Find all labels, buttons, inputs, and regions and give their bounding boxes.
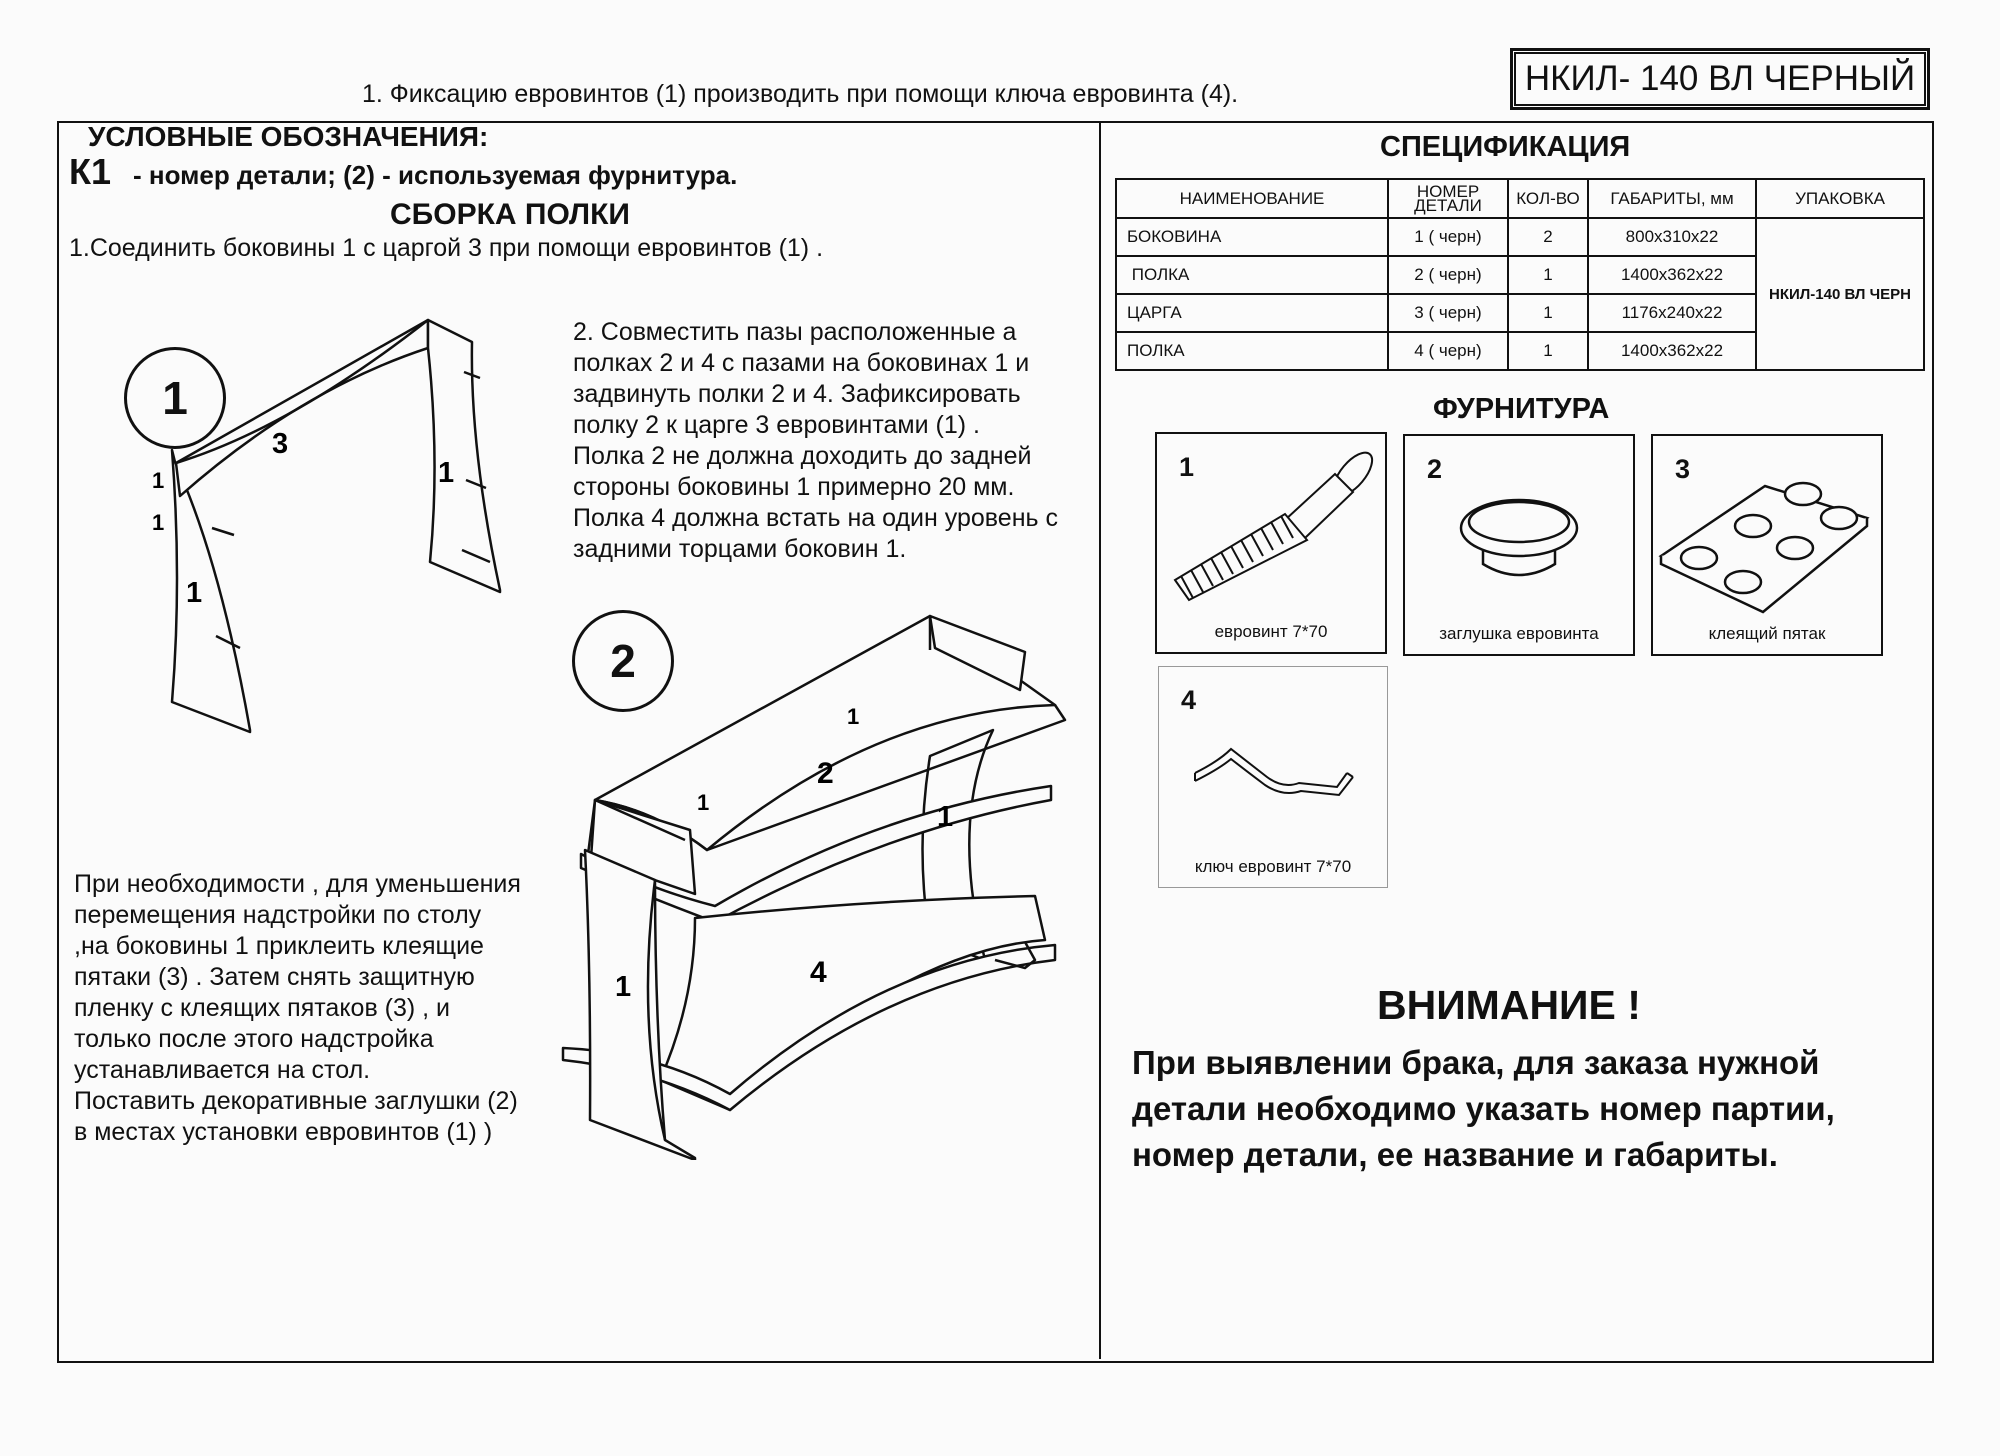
cell-pack: НКИЛ-140 ВЛ ЧЕРН	[1756, 218, 1924, 370]
step-3-line: ,на боковины 1 приклеить клеящие	[74, 932, 484, 960]
step-2-line: полку 2 к царге 3 евровинтами (1) .	[573, 411, 980, 439]
figure-1-pin-label: 1	[152, 510, 165, 535]
column-header-size: ГАБАРИТЫ, мм	[1588, 179, 1756, 218]
step-2-line: Полка 2 не должна доходить до задней	[573, 442, 1032, 470]
cell-qty: 2	[1508, 218, 1588, 256]
legend-k1: К1	[69, 151, 111, 192]
bottom-shelf	[660, 896, 1045, 1110]
figure-1-label-right-side: 1	[438, 457, 455, 489]
warning-line: детали необходимо указать номер партии,	[1132, 1090, 1835, 1127]
warning-text	[1132, 1040, 1835, 1178]
figure-2-pin-label: 1	[697, 790, 710, 815]
cell-name: ПОЛКА	[1116, 332, 1388, 370]
warning-line: номер детали, ее название и габариты.	[1132, 1136, 1778, 1173]
step-2-line: полках 2 и 4 с пазами на боковинах 1 и	[573, 349, 1030, 377]
legend-text: - номер детали; (2) - используемая фурнитура.	[133, 160, 738, 190]
hardware-caption: заглушка евровинта	[1439, 624, 1599, 643]
hardware-number: 2	[1427, 454, 1443, 484]
warning-title: ВНИМАНИЕ !	[1377, 982, 1641, 1028]
step-3-line: Поставить декоративные заглушки (2)	[74, 1087, 518, 1115]
cell-name: ПОЛКА	[1116, 256, 1388, 294]
cell-size: 1176х240х22	[1588, 294, 1756, 332]
hardware-title: ФУРНИТУРА	[1433, 393, 1610, 425]
step-2-line: Полка 4 должна встать на один уровень с	[573, 504, 1058, 532]
hardware-number: 4	[1181, 685, 1197, 715]
figure-1-badge: 1	[124, 347, 226, 449]
step-2-line: задними торцами боковин 1.	[573, 535, 907, 563]
figure-1-label-3: 3	[272, 428, 289, 460]
column-header-number: НОМЕР ДЕТАЛИ	[1388, 179, 1508, 218]
step-2-line: 2. Совместить пазы расположенные а	[573, 318, 1017, 346]
model-title: НКИЛ- 140 ВЛ ЧЕРНЫЙ	[1510, 48, 1930, 110]
cell-name: ЦАРГА	[1116, 294, 1388, 332]
legend-title: УСЛОВНЫЕ ОБОЗНАЧЕНИЯ:	[88, 121, 489, 152]
assembly-title: СБОРКА ПОЛКИ	[390, 198, 630, 231]
column-header-name: НАИМЕНОВАНИЕ	[1116, 179, 1388, 218]
figure-2-label-right-side: 1	[937, 801, 954, 833]
figure-2-label-left-side: 1	[615, 971, 632, 1003]
column-header-qty: КОЛ-ВО	[1508, 179, 1588, 218]
hardware-number: 3	[1675, 454, 1691, 484]
step-3-line: пятаки (3) . Затем снять защитную	[74, 963, 475, 991]
hardware-item-screw-cap	[1403, 434, 1635, 656]
assembly-step-2	[573, 317, 1058, 565]
cell-number: 3 ( черн)	[1388, 294, 1508, 332]
step-3-line: устанавливается на стол.	[74, 1056, 371, 1084]
cell-qty: 1	[1508, 256, 1588, 294]
cell-size: 800х310х22	[1588, 218, 1756, 256]
step-3-line: При необходимости , для уменьшения	[74, 870, 521, 898]
step-3-line: только после этого надстройка	[74, 1025, 434, 1053]
cell-number: 4 ( черн)	[1388, 332, 1508, 370]
hardware-item-hex-key	[1158, 666, 1388, 888]
warning-line: При выявлении брака, для заказа нужной	[1132, 1044, 1820, 1081]
column-header-pack: УПАКОВКА	[1756, 179, 1924, 218]
table-header-row	[1116, 179, 1924, 218]
step-2-line: стороны боковины 1 примерно 20 мм.	[573, 473, 1015, 501]
figure-2-label-4: 4	[810, 956, 827, 989]
figure-1-label-left-side: 1	[186, 577, 203, 609]
cell-qty: 1	[1508, 294, 1588, 332]
table-row	[1116, 218, 1924, 256]
hardware-caption: евровинт 7*70	[1214, 622, 1328, 641]
hardware-caption: ключ евровинт 7*70	[1194, 857, 1352, 876]
step-3-line: пленку с клеящих пятаков (3) , и	[74, 994, 451, 1022]
cell-size: 1400х362х22	[1588, 256, 1756, 294]
step-3-line: в местах установки евровинтов (1) )	[74, 1118, 493, 1146]
cell-number: 2 ( черн)	[1388, 256, 1508, 294]
figure-2-pin-label: 1	[847, 704, 860, 729]
figure-2-label-2: 2	[817, 757, 834, 790]
figure-1-pin-label: 1	[152, 468, 165, 493]
header-note: 1. Фиксацию евровинтов (1) производить при помощи ключа евровинта (4).	[362, 80, 1239, 108]
cell-qty: 1	[1508, 332, 1588, 370]
specification-title: СПЕЦИФИКАЦИЯ	[1380, 131, 1631, 163]
cell-number: 1 ( черн)	[1388, 218, 1508, 256]
step-2-line: задвинуть полки 2 и 4. Зафиксировать	[573, 380, 1021, 408]
column-divider	[1099, 121, 1101, 1359]
assembly-step-3	[74, 869, 521, 1148]
hardware-item-euro-screw	[1155, 432, 1387, 654]
hardware-number: 1	[1179, 452, 1195, 482]
assembly-step-1: 1.Соединить боковины 1 с царгой 3 при помощи евровинтов (1) .	[69, 234, 824, 262]
hardware-item-adhesive-pads	[1651, 434, 1883, 656]
figure-2-badge: 2	[572, 610, 674, 712]
cell-size: 1400х362х22	[1588, 332, 1756, 370]
cell-name: БОКОВИНА	[1116, 218, 1388, 256]
hardware-caption: клеящий пятак	[1708, 624, 1826, 643]
specification-table	[1115, 178, 1925, 371]
step-3-line: перемещения надстройки по столу	[74, 901, 482, 929]
